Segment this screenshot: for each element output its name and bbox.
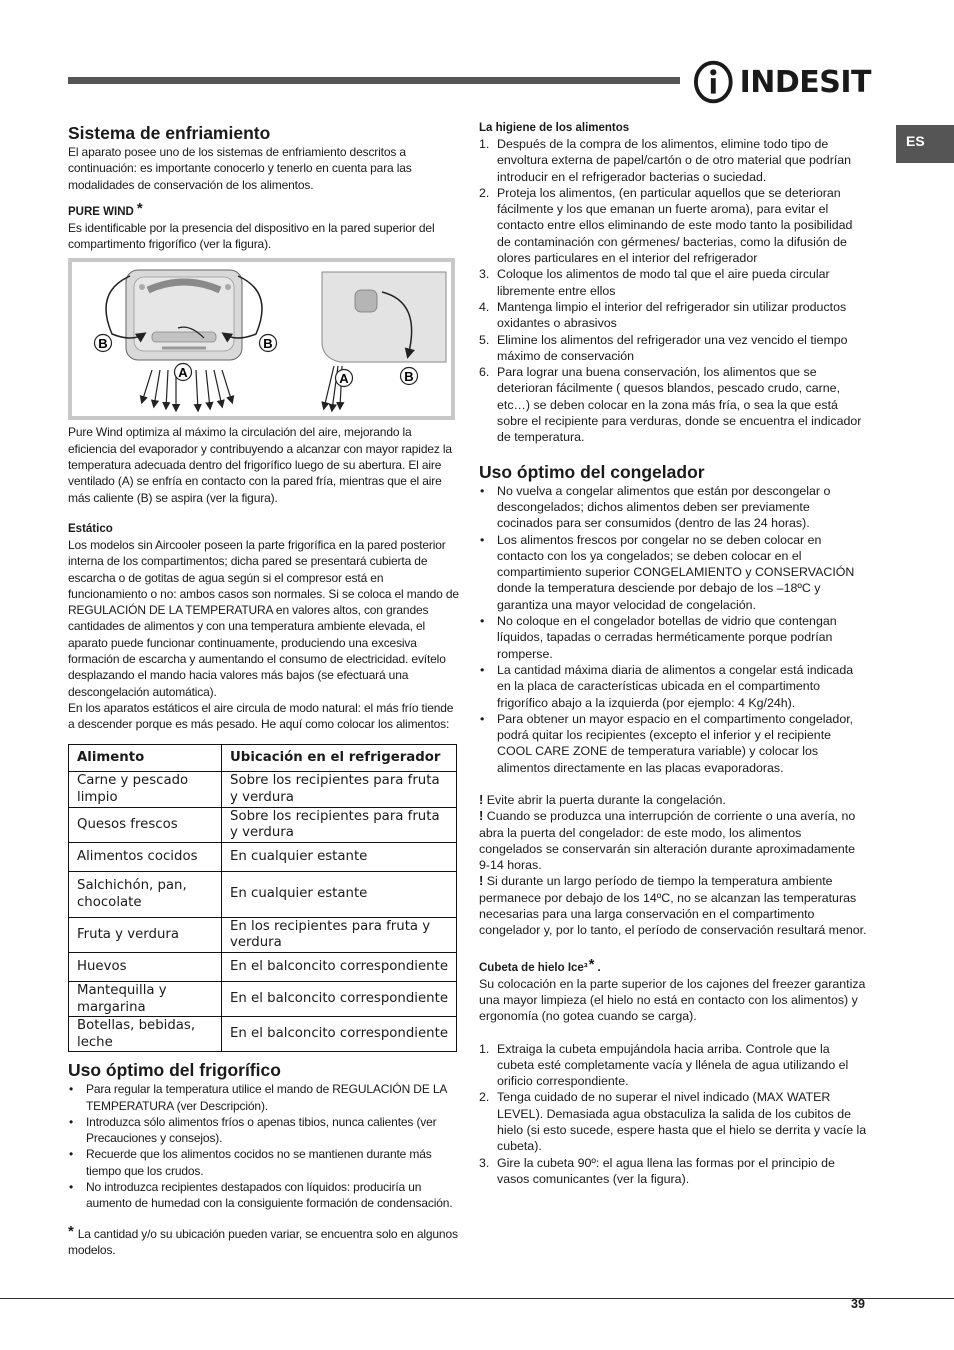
paragraph-estatico: Los modelos sin Aircooler poseen la parte frigorífica en la pared posterior interna de los compartimentos; dicha pared se presentará cubierta de escarcha o de gotitas de agua según si el compresor está en funcionamiento o no: ambos casos son normales. Si se coloca el mando de REGULACIÓN DE LA TEMPERATURA en valores altos, con grandes cantidades de alimentos y con una temperatura ambiente elevada, el aparato puede funcionar continuamente, produciendo una excesiva formación de escarcha y aumentando el consumo de electricidad. evítelo desplazando el mando hacia valores más bajos (se efectuará una descongelación automática).	[68, 537, 459, 699]
list-item: • Para regular la temperatura utilice el mando de REGULACIÓN DE LA TEMPERATURA (ver Descripción).	[68, 1081, 460, 1114]
warning-item: ! Evite abrir la puerta durante la congelación.	[479, 791, 726, 807]
list-item: • La cantidad máxima diaria de alimentos a congelar está indicada en la placa de características ubicada en el compartimento frigorífico abajo a la izquierda (por ejemplo: 4 Kg/24h).	[479, 662, 867, 711]
table-row	[69, 842, 457, 871]
label-a-left: A	[178, 365, 188, 381]
cell-food: Quesos frescos	[69, 807, 222, 842]
list-item: • No coloque en el congelador botellas de vidrio que contengan líquidos, tapadas o cerradas herméticamente porque podrían romperse.	[479, 613, 867, 662]
section-title-congelador: Uso óptimo del congelador	[479, 461, 705, 482]
table-row	[69, 1017, 457, 1052]
page-number: 39	[851, 1297, 865, 1311]
cell-food: Fruta y verdura	[69, 917, 222, 952]
subtitle-pure-wind: PURE WIND *	[68, 199, 143, 218]
list-item: • No vuelva a congelar alimentos que están por descongelar o descongelados; dichos alimentos deben ser previamente cocinados para ser consumidos (dentro de las 24 horas).	[479, 483, 867, 532]
table-row	[69, 871, 457, 917]
subtitle-higiene: La higiene de los alimentos	[479, 122, 630, 134]
cell-location: En cualquier estante	[222, 842, 457, 871]
list-item: 1. Extraiga la cubeta empujándola hacia arriba. Controle que la cubeta esté completamente vacía y llénela de agua utilizando el orificio correspondiente.	[479, 1041, 849, 1089]
congelador-list	[479, 483, 867, 776]
brand-name: INDESIT	[739, 64, 871, 100]
cell-location: En el balconcito correspondiente	[222, 952, 457, 981]
warning-icon: !	[479, 808, 484, 824]
paragraph-sistema: El aparato posee uno de los sistemas de enfriamiento descritos a continuación: es importante conocerlo y tenerlo en cuenta para las modalidades de conservación de los alimentos.	[68, 145, 412, 192]
airflow-diagram	[72, 262, 451, 416]
higiene-list	[479, 136, 867, 446]
pure-wind-figure	[68, 258, 455, 420]
cell-food: Mantequilla y margarina	[69, 981, 222, 1016]
paragraph-cubeta: Su colocación en la parte superior de los cajones del freezer garantiza una mayor limpieza (el hielo no está en contacto con los alimentos) y ergonomía (no gotea cuando se carga).	[479, 976, 866, 1024]
asterisk: *	[136, 199, 143, 217]
cell-location: En el balconcito correspondiente	[222, 981, 457, 1016]
list-item: • Para obtener un mayor espacio en el compartimento congelador, podrá quitar los recipientes (excepto el inferior y el recipiente COOL CARE ZONE de temperatura variable) y colocar los alimentos directamente en las placas evaporadoras.	[479, 711, 867, 776]
cell-location: Sobre los recipientes para fruta y verdura	[222, 771, 457, 807]
food-placement-table	[68, 744, 457, 1053]
table-row	[69, 952, 457, 981]
paragraph-pure-wind: Es identificable por la presencia del dispositivo en la pared superior del compartimento frigorífico (ver la figura).	[68, 220, 435, 252]
list-item: 2. Tenga cuidado de no superar el nivel indicado (MAX WATER LEVEL). Demasiada agua obstaculiza la salida de los cubitos de hielo (si esto sucede, espere hasta que el hielo se derrita y vacíe la cubeta).	[479, 1090, 867, 1154]
label-b-left: B	[98, 336, 108, 352]
table-row	[69, 771, 457, 807]
cell-food: Alimentos cocidos	[69, 842, 222, 871]
list-item: 2. Proteja los alimentos, (en particular aquellos que se deterioran fácilmente y los que emanan un fuerte aroma), para evitar el contacto entre ellos eliminando de este modo tanto la posibilidad de contaminación con gérmenes/ bacterias, como la difusión de olores particulares en el interior del refrigerador	[479, 185, 853, 266]
paragraph-pure-wind-2: Pure Wind optimiza al máximo la circulación del aire, mejorando la eficiencia del evaporador y contribuyendo a alcanzar con mayor rapidez la temperatura adecuada dentro del frigorífico luego de su abertura. El aire ventilado (A) se enfría en contacto con la pared fría, mientras que el aire más caliente (B) se aspira (ver la figura).	[68, 425, 452, 505]
table-header-location: Ubicación en el refrigerador	[222, 744, 457, 771]
warning-item: ! Si durante un largo período de tiempo la temperatura ambiente permanece por debajo de los 14ºC, no se alcanzan las temperaturas necesarias para una larga conservación en el compartimento congelador y, por lo tanto, el período de conservación resultará menor.	[479, 873, 867, 938]
list-item: • Recuerde que los alimentos cocidos no se mantienen durante más tiempo que los crudos.	[68, 1146, 460, 1179]
cell-location: Sobre los recipientes para fruta y verdura	[222, 807, 457, 842]
list-item: 3. Coloque los alimentos de modo tal que el aire pueda circular libremente entre ellos	[479, 267, 830, 298]
warnings-block	[479, 792, 867, 939]
header-rule	[68, 77, 680, 84]
list-item: 6. Para lograr una buena conservación, los alimentos que se deterioran fácilmente ( quesos blandos, pescado crudo, carne, etc…) se deben colocar en la zona más fría, o sea la que está sobre el recipiente para verduras, donde se encuentra el indicador de temperatura.	[479, 365, 862, 445]
table-header-row	[69, 744, 457, 771]
footer-rule	[0, 1298, 954, 1299]
list-item: • No introduzca recipientes destapados con líquidos: produciría un aumento de humedad con la consiguiente formación de condensación.	[68, 1179, 460, 1212]
warning-icon: !	[479, 791, 484, 807]
cell-location: En cualquier estante	[222, 871, 457, 917]
label-a-right: A	[339, 371, 349, 387]
cubeta-list	[479, 1041, 867, 1188]
cell-food: Huevos	[69, 952, 222, 981]
right-column	[479, 121, 867, 1187]
cell-food: Botellas, bebidas, leche	[69, 1017, 222, 1052]
cell-food: Salchichón, pan, chocolate	[69, 871, 222, 917]
brand-logo	[693, 59, 871, 105]
footnote: * La cantidad y/o su ubicación pueden variar, se encuentra solo en algunos modelos.	[68, 1222, 458, 1257]
subtitle-cubeta: Cubeta de hielo Ice³* .	[479, 955, 601, 974]
indesit-logo-icon	[693, 59, 734, 105]
list-item: 1. Después de la compra de los alimentos, elimine todo tipo de envoltura externa de papel/cartón o de otro material que podrían introducir en el refrigerador bacterias o suciedad.	[479, 137, 852, 184]
list-item: • Introduzca sólo alimentos fríos o apenas tibios, nunca calientes (ver Precauciones y consejos).	[68, 1114, 460, 1147]
section-title-frigorifico: Uso óptimo del frigorífico	[68, 1060, 281, 1081]
label-b-right: B	[263, 336, 273, 352]
list-item: • Los alimentos frescos por congelar no se deben colocar en contacto con los ya congelados; se deben colocar en el compartimiento superior CONGELAMIENTO y CONSERVACIÓN donde la temperatura desciende por debajo de los –18ºC y garantiza una mayor velocidad de congelación.	[479, 532, 867, 613]
section-title-sistema: Sistema de enfriamiento	[68, 123, 271, 143]
table-header-food: Alimento	[69, 744, 222, 771]
left-column	[68, 123, 460, 1258]
paragraph-estatico-2: En los aparatos estáticos el aire circula de modo natural: el más frío tiende a descender porque es más pesado. He aquí como colocar los alimentos:	[68, 700, 454, 732]
cell-food: Carne y pescado limpio	[69, 771, 222, 807]
list-item: 4. Mantenga limpio el interior del refrigerador sin utilizar productos oxidantes o abrasivos	[479, 299, 847, 331]
table-row	[69, 807, 457, 842]
cell-location: En los recipientes para fruta y verdura	[222, 917, 457, 952]
table-row	[69, 981, 457, 1016]
frigorifico-list	[68, 1081, 460, 1211]
list-item: 3. Gire la cubeta 90º: el agua llena las formas por el principio de vasos comunicantes (ver la figura).	[479, 1155, 835, 1186]
label-b-side: B	[404, 369, 414, 385]
cell-location: En el balconcito correspondiente	[222, 1017, 457, 1052]
list-item: 5. Elimine los alimentos del refrigerador una vez vencido el tiempo máximo de conservación	[479, 332, 848, 363]
subtitle-estatico: Estático	[68, 522, 113, 535]
warning-item: ! Cuando se produzca una interrupción de corriente o una avería, no abra la puerta del congelador: de este modo, los alimentos congelados se conservarán sin alteración durante aproximadamente 9-14 horas.	[479, 808, 856, 873]
table-row	[69, 917, 457, 952]
warning-icon: !	[479, 873, 484, 889]
language-tab[interactable]: ES	[896, 125, 954, 163]
